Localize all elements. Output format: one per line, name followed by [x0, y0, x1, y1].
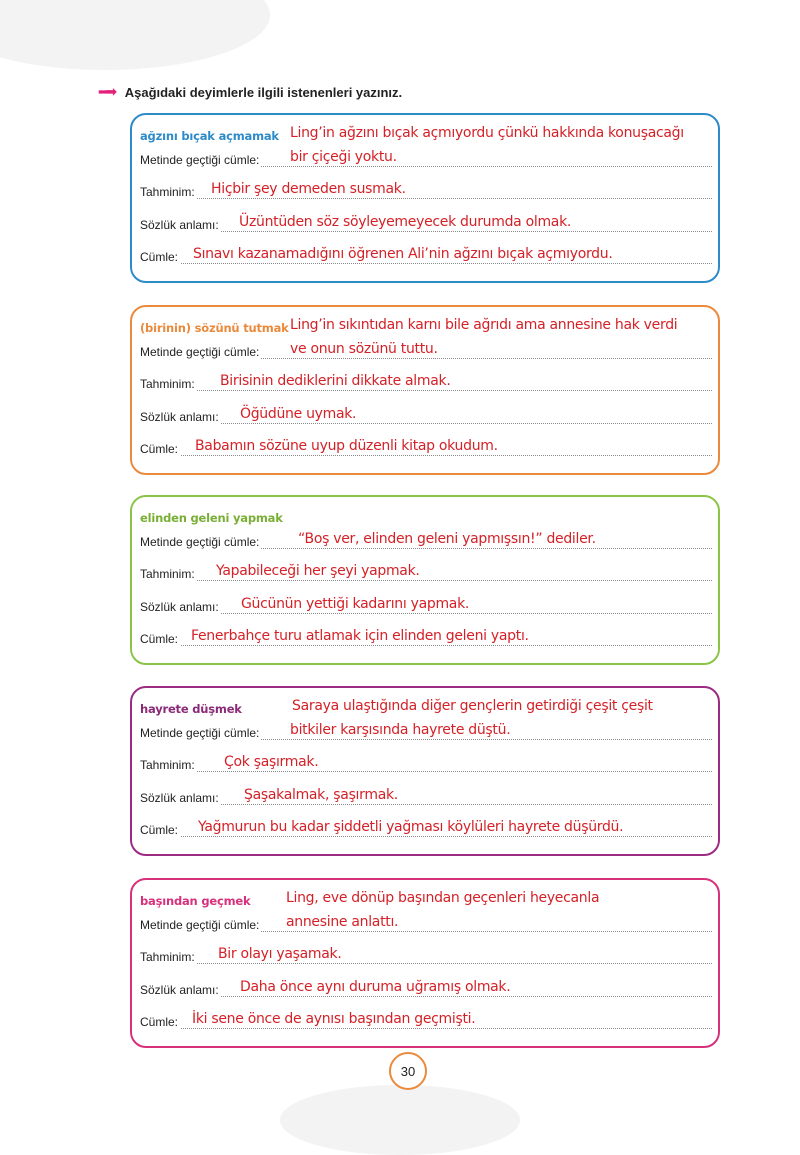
guess-label: Tahminim:: [140, 377, 195, 391]
sentence-label: Cümle:: [140, 442, 179, 456]
idiom-card: [130, 113, 720, 283]
dictionary-answer: Daha önce aynı duruma uğramış olmak.: [240, 979, 511, 995]
context-label: Metinde geçtiği cümle:: [140, 153, 260, 167]
sentence-row: [140, 628, 712, 646]
context-answer-line2: bitkiler karşısında hayrete düştü.: [290, 722, 511, 738]
context-answer-line1: Ling’in ağzını bıçak açmıyordu çünkü hakkında konuşacağı: [290, 125, 684, 141]
context-answer-line1: Saraya ulaştığında diğer gençlerin getirdiği çeşit çeşit: [292, 698, 653, 714]
idiom-card: [130, 878, 720, 1048]
guess-row: [140, 754, 712, 772]
dictionary-label: Sözlük anlamı:: [140, 791, 219, 805]
context-row: [140, 722, 712, 740]
idiom-title: ağzını bıçak açmamak: [140, 129, 279, 143]
dictionary-label: Sözlük anlamı:: [140, 218, 219, 232]
dictionary-answer: Öğüdüne uymak.: [240, 406, 357, 422]
dictionary-row: [140, 787, 712, 805]
guess-answer: Birisinin dediklerini dikkate almak.: [220, 373, 451, 389]
context-label: Metinde geçtiği cümle:: [140, 726, 260, 740]
dictionary-row: [140, 214, 712, 232]
context-row: [140, 149, 712, 167]
dictionary-answer: Şaşakalmak, şaşırmak.: [244, 787, 398, 803]
sentence-label: Cümle:: [140, 632, 179, 646]
sentence-answer: Fenerbahçe turu atlamak için elinden geleni yaptı.: [191, 628, 529, 644]
context-answer-line2: bir çiçeği yoktu.: [290, 149, 397, 165]
sentence-label: Cümle:: [140, 250, 179, 264]
guess-answer: Bir olayı yaşamak.: [218, 946, 342, 962]
context-label: Metinde geçtiği cümle:: [140, 918, 260, 932]
sentence-answer: Babamın sözüne uyup düzenli kitap okudum.: [195, 438, 498, 454]
background-shape: [280, 1085, 520, 1155]
dictionary-row: [140, 979, 712, 997]
background-shape: [0, 0, 270, 70]
idiom-card: [130, 686, 720, 856]
context-row: [140, 341, 712, 359]
sentence-label: Cümle:: [140, 1015, 179, 1029]
idiom-title: (birinin) sözünü tutmak: [140, 321, 289, 335]
guess-row: [140, 563, 712, 581]
context-label: Metinde geçtiği cümle:: [140, 345, 260, 359]
sentence-row: [140, 819, 712, 837]
guess-label: Tahminim:: [140, 185, 195, 199]
instruction-text: Aşağıdaki deyimlerle ilgili istenenleri yazınız.: [124, 84, 403, 100]
guess-row: [140, 181, 712, 199]
dictionary-label: Sözlük anlamı:: [140, 600, 219, 614]
context-answer: “Boş ver, elinden geleni yapmışsın!” dediler.: [298, 531, 596, 547]
idiom-title: hayrete düşmek: [140, 702, 242, 716]
dictionary-label: Sözlük anlamı:: [140, 983, 219, 997]
guess-answer: Çok şaşırmak.: [224, 754, 319, 770]
sentence-row: [140, 438, 712, 456]
context-answer-line2: ve onun sözünü tuttu.: [290, 341, 438, 357]
context-answer-line2: annesine anlattı.: [286, 914, 399, 930]
guess-row: [140, 946, 712, 964]
guess-label: Tahminim:: [140, 950, 195, 964]
idiom-title: başından geçmek: [140, 894, 251, 908]
context-row: [140, 531, 712, 549]
dictionary-answer: Gücünün yettiği kadarını yapmak.: [241, 596, 470, 612]
idiom-card: [130, 495, 720, 665]
context-label: Metinde geçtiği cümle:: [140, 535, 260, 549]
sentence-row: [140, 1011, 712, 1029]
arrow-right-icon: ▪▪▪➡: [98, 84, 115, 99]
guess-row: [140, 373, 712, 391]
sentence-answer: Yağmurun bu kadar şiddetli yağması köylüleri hayrete düşürdü.: [198, 819, 624, 835]
guess-answer: Hiçbir şey demeden susmak.: [211, 181, 406, 197]
context-row: [140, 914, 712, 932]
page-number: 30: [389, 1052, 427, 1090]
dictionary-answer: Üzüntüden söz söyleyemeyecek durumda olmak.: [239, 214, 572, 230]
dictionary-row: [140, 596, 712, 614]
guess-answer: Yapabileceği her şeyi yapmak.: [216, 563, 420, 579]
sentence-row: [140, 246, 712, 264]
context-answer-line1: Ling, eve dönüp başından geçenleri heyecanla: [286, 890, 600, 906]
idiom-title: elinden geleni yapmak: [140, 511, 283, 525]
dictionary-label: Sözlük anlamı:: [140, 410, 219, 424]
sentence-answer: Sınavı kazanamadığını öğrenen Ali’nin ağzını bıçak açmıyordu.: [193, 246, 613, 262]
guess-label: Tahminim:: [140, 567, 195, 581]
sentence-answer: İki sene önce de aynısı başından geçmişti.: [192, 1011, 476, 1027]
idiom-card: [130, 305, 720, 475]
sentence-label: Cümle:: [140, 823, 179, 837]
context-answer-line1: Ling’in sıkıntıdan karnı bile ağrıdı ama annesine hak verdi: [290, 317, 678, 333]
instruction: [98, 84, 402, 100]
dictionary-row: [140, 406, 712, 424]
guess-label: Tahminim:: [140, 758, 195, 772]
